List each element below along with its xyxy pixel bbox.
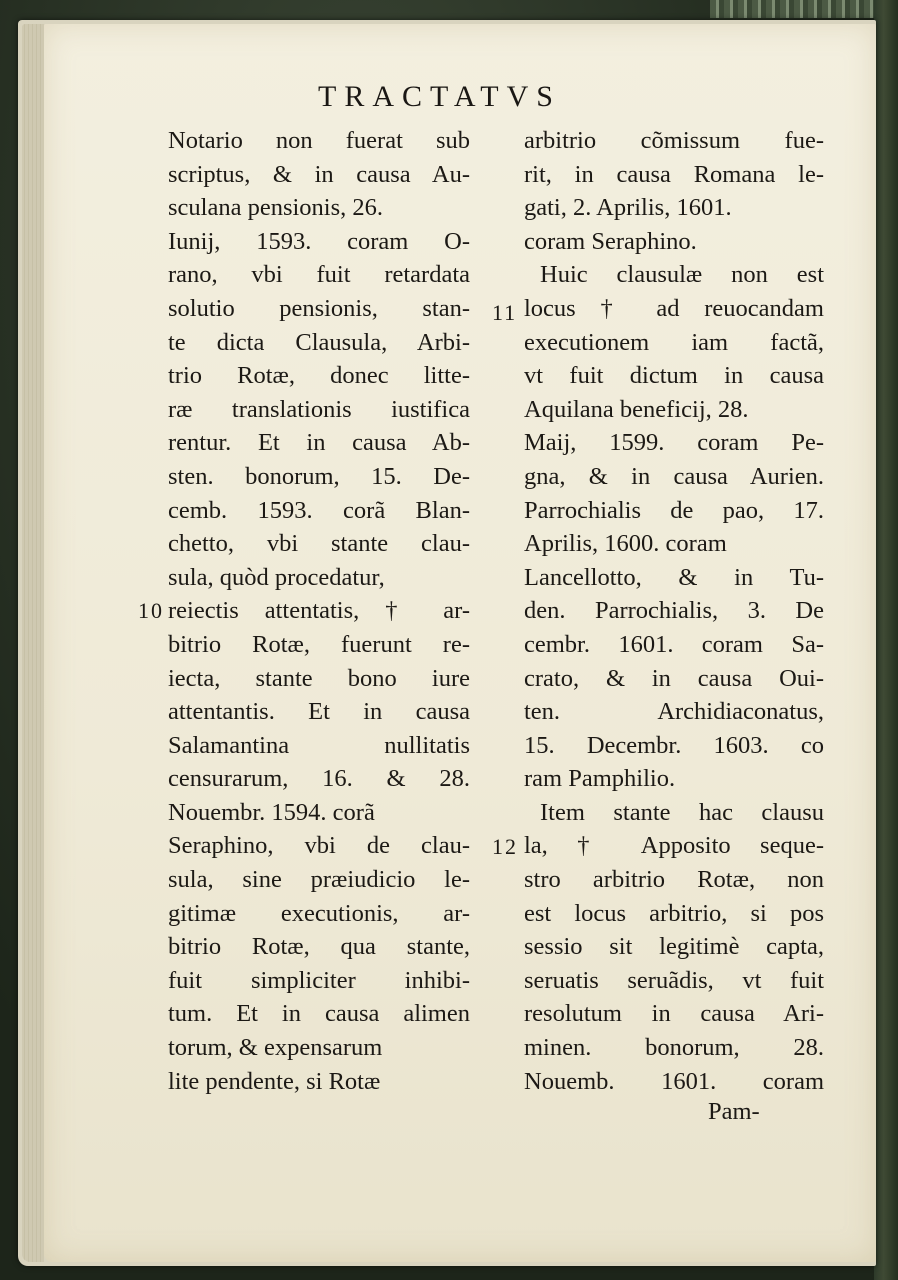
text-line: Iunij, 1593. coram O- bbox=[168, 227, 470, 255]
text-line: Seraphino, vbi de clau- bbox=[168, 832, 470, 860]
text-line: chetto, vbi stante clau- bbox=[168, 530, 470, 558]
text-line: locus † ad reuocandam bbox=[524, 294, 824, 322]
text-line: lite pendente, si Rotæ bbox=[168, 1067, 381, 1095]
text-line: cembr. 1601. coram Sa- bbox=[524, 630, 824, 658]
text-line: Aprilis, 1600. coram bbox=[524, 530, 727, 558]
text-line: bitrio Rotæ, qua stante, bbox=[168, 933, 470, 961]
margin-number-10: 10 bbox=[138, 598, 164, 623]
text-line: Item stante hac clausu bbox=[540, 798, 824, 826]
text-line: executionem iam factã, bbox=[524, 328, 824, 356]
text-line: crato, & in causa Oui- bbox=[524, 664, 824, 692]
text-line: ræ translationis iustifica bbox=[168, 395, 470, 423]
binding-top-edge bbox=[710, 0, 898, 18]
text-line: arbitrio cõmissum fue- bbox=[524, 127, 824, 154]
text-line: minen. bonorum, 28. bbox=[524, 1034, 824, 1062]
text-line: gna, & in causa Aurien. bbox=[524, 462, 824, 490]
text-line: la, † Apposito seque- bbox=[524, 832, 824, 860]
text-line: gitimæ executionis, ar- bbox=[168, 899, 470, 927]
text-line: den. Parrochialis, 3. De bbox=[524, 597, 824, 625]
catchword: Pam- bbox=[708, 1098, 760, 1125]
text-line: Nouemb. 1601. coram bbox=[524, 1067, 824, 1095]
text-line: Salamantina nullitatis bbox=[168, 731, 470, 759]
text-line: rano, vbi fuit retardata bbox=[168, 261, 470, 289]
text-line: Aquilana beneficij, 28. bbox=[524, 395, 749, 423]
text-line: solutio pensionis, stan- bbox=[168, 294, 470, 322]
text-line: te dicta Clausula, Arbi- bbox=[168, 328, 470, 356]
text-line: ram Pamphilio. bbox=[524, 765, 676, 793]
text-line: rentur. Et in causa Ab- bbox=[168, 429, 470, 457]
text-line: ten. Archidiaconatus, bbox=[524, 698, 824, 726]
text-line: stro arbitrio Rotæ, non bbox=[524, 866, 824, 894]
text-line: trio Rotæ, donec litte- bbox=[168, 362, 470, 390]
text-line: Huic clausulæ non est bbox=[540, 261, 824, 289]
text-line: Maij, 1599. coram Pe- bbox=[524, 429, 824, 457]
text-line: Parrochialis de pao, 17. bbox=[524, 496, 824, 524]
text-line: sula, quòd procedatur, bbox=[168, 563, 385, 591]
text-line: rit, in causa Romana le- bbox=[524, 160, 824, 188]
text-line: sessio sit legitimè capta, bbox=[524, 933, 824, 961]
text-line: coram Seraphino. bbox=[524, 227, 697, 255]
text-line: resolutum in causa Ari- bbox=[524, 1000, 824, 1028]
left-column bbox=[168, 124, 470, 1098]
text-line: 15. Decembr. 1603. co bbox=[524, 731, 824, 759]
text-line: Nouembr. 1594. corã bbox=[168, 798, 375, 826]
text-line: fuit simpliciter inhibi- bbox=[168, 966, 470, 994]
text-line: sculana pensionis, 26. bbox=[168, 194, 384, 222]
text-line: sula, sine præiudicio le- bbox=[168, 866, 470, 894]
text-line: bitrio Rotæ, fuerunt re- bbox=[168, 630, 470, 658]
text-line: scriptus, & in causa Au- bbox=[168, 160, 470, 188]
text-line: seruatis seruãdis, vt fuit bbox=[524, 966, 824, 994]
text-line: reiectis attentatis, † ar- bbox=[168, 597, 470, 625]
text-line: censurarum, 16. & 28. bbox=[168, 765, 470, 793]
text-line: gati, 2. Aprilis, 1601. bbox=[524, 194, 732, 222]
text-line: iecta, stante bono iure bbox=[168, 664, 470, 692]
margin-number-11: 11 bbox=[492, 300, 518, 325]
running-head: TRACTATVS bbox=[318, 80, 561, 113]
text-line: tum. Et in causa alimen bbox=[168, 1000, 470, 1028]
text-line: sten. bonorum, 15. De- bbox=[168, 462, 470, 490]
text-line: vt fuit dictum in causa bbox=[524, 362, 824, 390]
text-line: attentantis. Et in causa bbox=[168, 698, 470, 726]
text-line: torum, & expensarum bbox=[168, 1034, 383, 1062]
right-column bbox=[524, 124, 824, 1098]
text-line: Notario non fuerat sub bbox=[168, 127, 470, 154]
text-line: cemb. 1593. corã Blan- bbox=[168, 496, 470, 524]
text-line: Lancellotto, & in Tu- bbox=[524, 563, 824, 591]
binding-right-edge bbox=[874, 0, 898, 1280]
text-line: est locus arbitrio, si pos bbox=[524, 899, 824, 927]
margin-number-12: 12 bbox=[492, 834, 518, 859]
